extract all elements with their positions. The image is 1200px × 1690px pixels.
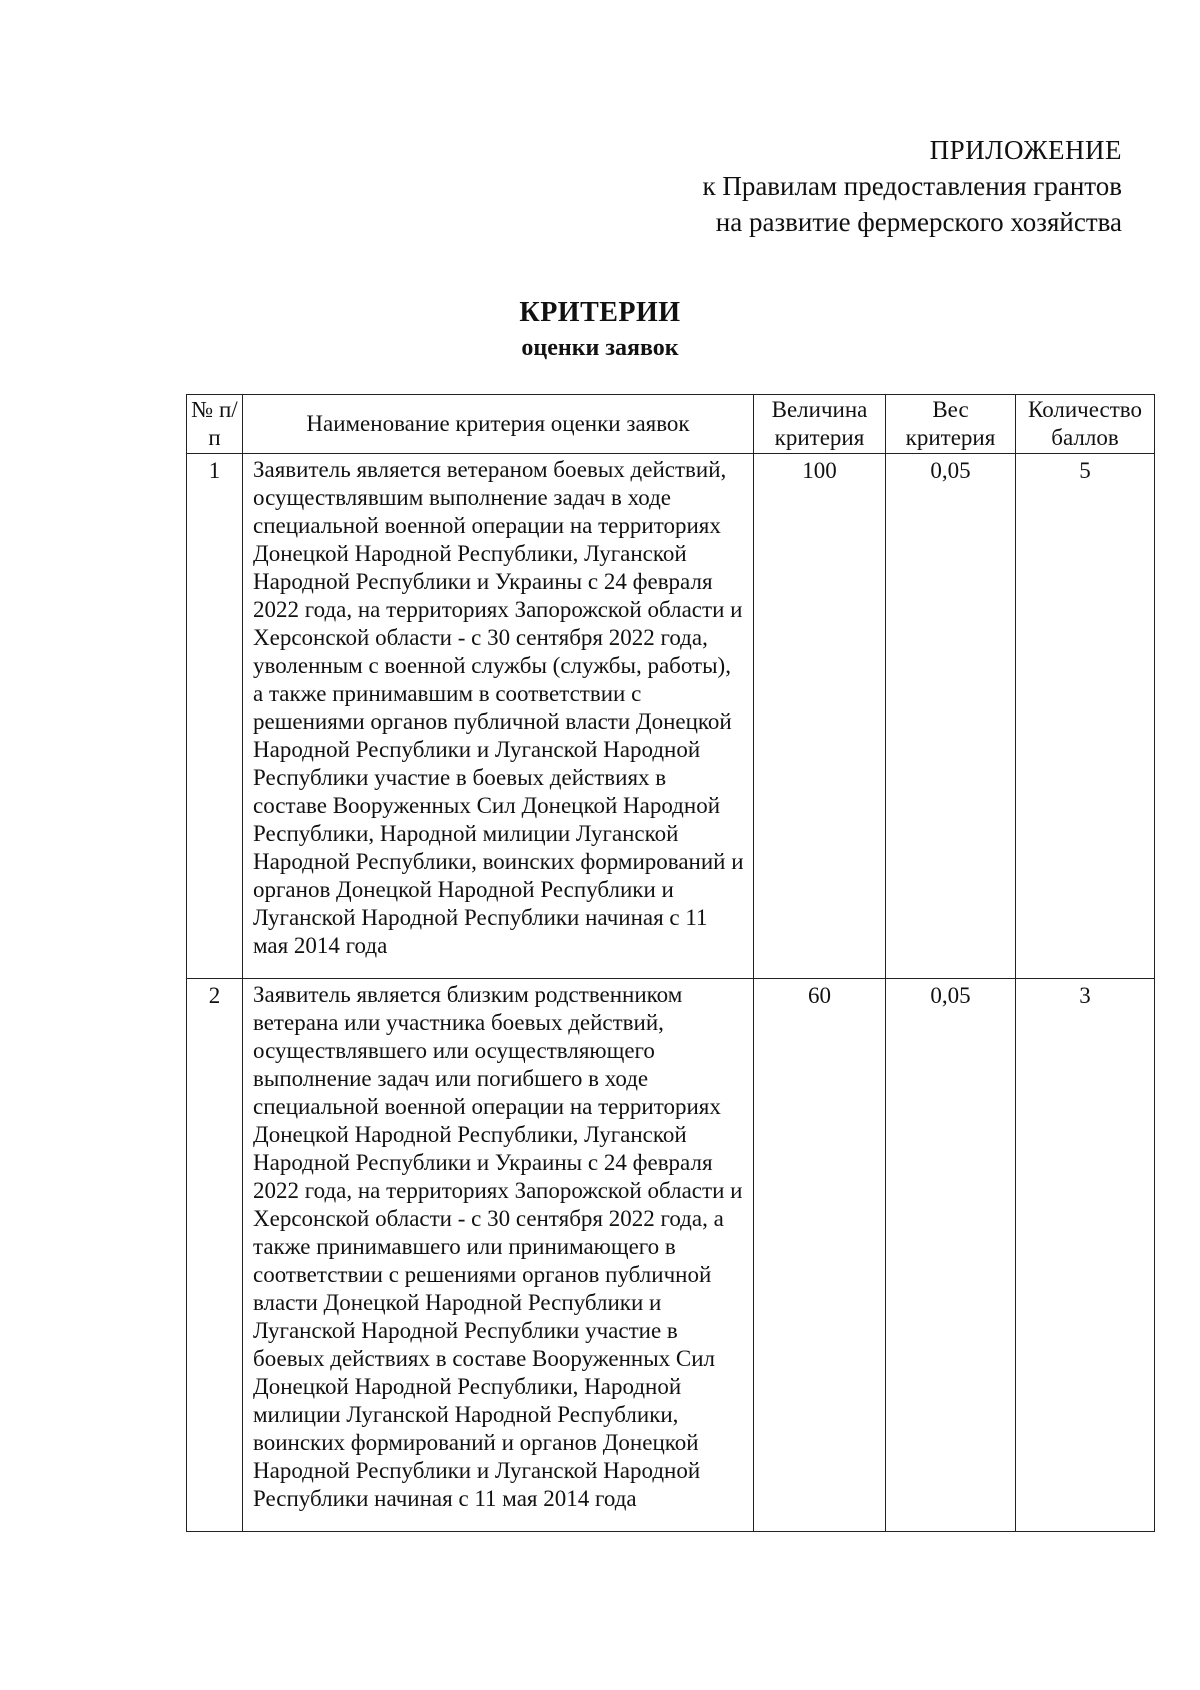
table-row bbox=[187, 979, 1155, 1532]
table-row bbox=[187, 454, 1155, 979]
header-value: Величина критерия bbox=[754, 395, 886, 454]
appendix-line-2: на развитие фермерского хозяйства bbox=[715, 207, 1122, 237]
row-weight: 0,05 bbox=[886, 979, 1016, 1532]
header-score: Количество баллов bbox=[1016, 395, 1155, 454]
row-score: 3 bbox=[1016, 979, 1155, 1532]
row-num: 2 bbox=[187, 979, 243, 1532]
table-header-row bbox=[187, 395, 1155, 454]
header-num: № п/п bbox=[187, 395, 243, 454]
appendix-heading: ПРИЛОЖЕНИЕ bbox=[929, 135, 1122, 165]
header-weight: Вес критерия bbox=[886, 395, 1016, 454]
header-name: Наименование критерия оценки заявок bbox=[243, 395, 754, 454]
row-score: 5 bbox=[1016, 454, 1155, 979]
criteria-table bbox=[186, 394, 1155, 1532]
row-num: 1 bbox=[187, 454, 243, 979]
document-title bbox=[0, 295, 1200, 365]
row-value: 60 bbox=[754, 979, 886, 1532]
row-value: 100 bbox=[754, 454, 886, 979]
row-weight: 0,05 bbox=[886, 454, 1016, 979]
title-subtitle: оценки заявок bbox=[521, 335, 679, 361]
title-main: КРИТЕРИИ bbox=[519, 297, 681, 328]
row-criterion-text: Заявитель является близким родственником ветерана или участника боевых действий, осуществлявшего или осуществляющего выполнение задач или погибшего в ходе специальной военной операции на территориях Донецкой Народной Республики, Луганской Народной Республики и Украины с 24 февраля 2022 года, на территориях Запорожской области и Херсонской области - с 30 сентября 2022 года, а также принимавшего или принимающего в соответствии с решениями органов публичной власти Донецкой Народной Республики и Луганской Народной Республики участие в боевых действиях в составе Вооруженных Сил Донецкой Народной Республики, Народной милиции Луганской Народной Республики, воинских формирований и органов Донецкой Народной Республики и Луганской Народной Республики начиная с 11 мая 2014 года bbox=[243, 979, 754, 1532]
row-criterion-text: Заявитель является ветераном боевых действий, осуществлявшим выполнение задач в ходе специальной военной операции на территориях Донецкой Народной Республики, Луганской Народной Республики и Украины с 24 февраля 2022 года, на территориях Запорожской области и Херсонской области - с 30 сентября 2022 года, уволенным с военной службы (службы, работы), а также принимавшим в соответствии с решениями органов публичной власти Донецкой Народной Республики и Луганской Народной Республики участие в боевых действиях в составе Вооруженных Сил Донецкой Народной Республики, Народной милиции Луганской Народной Республики, воинских формирований и органов Донецкой Народной Республики и Луганской Народной Республики начиная с 11 мая 2014 года bbox=[243, 454, 754, 979]
appendix-header bbox=[702, 132, 1122, 240]
appendix-line-1: к Правилам предоставления грантов bbox=[702, 171, 1122, 201]
